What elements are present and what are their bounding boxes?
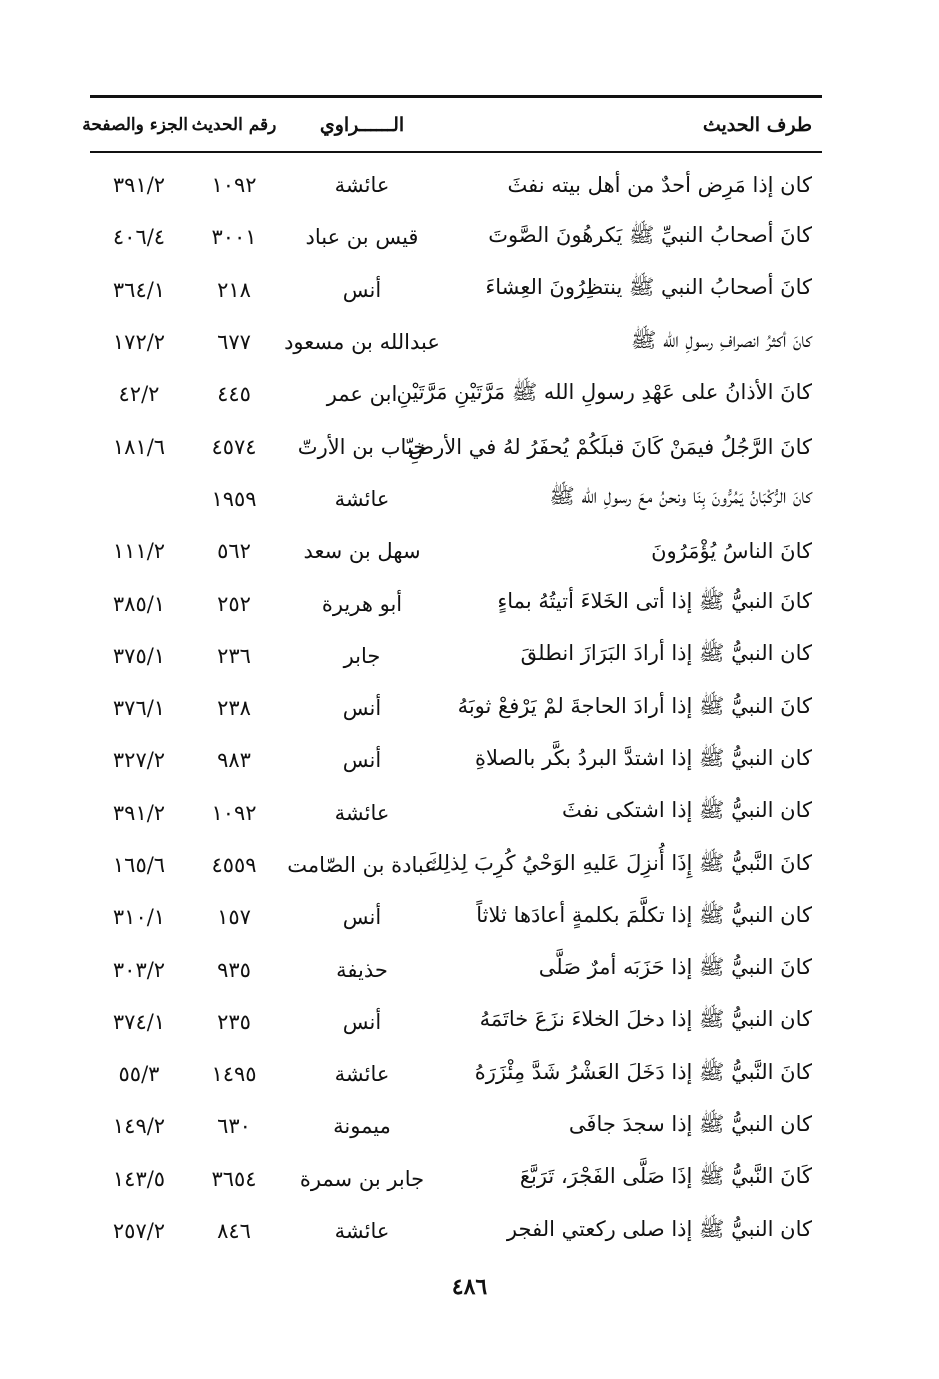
hadith-number: ٣٠٠١ — [211, 225, 257, 250]
narrator: أنس — [342, 1009, 382, 1034]
volume-page: ٣١٠/١ — [112, 905, 166, 930]
hadith-text: كان النبيُّ ﷺ إذا تكلَّمَ بكلمةٍ أعادَها ثلاثاً — [476, 902, 812, 927]
narrator: أنس — [342, 905, 382, 930]
hadith-number: ٢٥٢ — [217, 591, 251, 616]
narrator: عبادة بن الصّامت — [287, 853, 437, 877]
hadith-number: ٨٤٦ — [217, 1219, 251, 1244]
hadith-number: ٦٧٧ — [217, 330, 251, 355]
table-row — [90, 473, 822, 525]
volume-page: ١٧٢/٢ — [112, 330, 166, 355]
narrator: قيس بن عباد — [305, 225, 419, 250]
hadith-number: ٢٣٥ — [217, 1009, 251, 1034]
volume-page: ٣٩١/٢ — [112, 800, 166, 825]
hadith-text: كانَ الأذانُ على عَهْدِ رسولِ الله ﷺ مَرَّتَيْنِ مَرَّتَيْنِ — [396, 379, 812, 404]
table-row — [90, 420, 822, 472]
narrator: عبدالله بن مسعود — [284, 330, 440, 355]
table-row — [90, 996, 822, 1048]
hadith-text: كانَ النَّبيُّ ﷺ إِذَا أُنزِلَ عَليهِ الوَحْيُ كُرِبَ لِذلِكَ — [425, 850, 812, 875]
hadith-text: كَانَ النَّبيُّ ﷺ إذَا صَلَّى الفَجْرَ، تَرَبَّعَ — [519, 1164, 812, 1189]
narrator: خبّاب بن الأرتّ — [297, 434, 427, 459]
narrator: جابر — [343, 643, 381, 668]
narrator: أنس — [342, 277, 382, 302]
hadith-text: كانَ أكثرُ انصرافِ رسولِ الله ﷺ — [631, 327, 812, 352]
hadith-number: ٤٤٥ — [217, 382, 251, 407]
hadith-number: ٩٨٣ — [217, 748, 251, 773]
volume-page: ٣٩١/٢ — [112, 173, 166, 198]
header-hadith-text: طرف الحديث — [702, 113, 812, 136]
volume-page: ٤٢/٢ — [118, 382, 160, 407]
table-row — [90, 525, 822, 577]
table-row — [90, 734, 822, 786]
header-hadith-number: رقم الحديث — [191, 114, 277, 135]
hadith-text: كانَ الرَّجُلُ فيمَنْ كَانَ قبلَكُمْ يُحفَرُ لهُ في الأرضِ — [408, 434, 812, 459]
hadith-number: ٥٦٢ — [217, 539, 251, 564]
hadith-text: كانَ النبيُّ ﷺ إذا أرادَ الحاجةَ لمْ يَرْفعْ ثوبَهُ — [457, 693, 812, 718]
hadith-number: ٢١٨ — [217, 277, 251, 302]
table-row — [90, 316, 822, 368]
volume-page: ٤٠٦/٤ — [112, 225, 166, 250]
volume-page: ٣٧٥/١ — [112, 643, 166, 668]
hadith-text: كان النبيُّ ﷺ إذا أرادَ البَرَازَ انطلقَ — [520, 641, 812, 666]
table-header — [82, 98, 822, 151]
hadith-number: ١٤٩٥ — [211, 1062, 257, 1087]
hadith-text: كان النبيُّ ﷺ إذا صلى ركعتي الفجر — [506, 1216, 812, 1241]
volume-page: ١٤٩/٢ — [112, 1114, 166, 1139]
table-row — [90, 630, 822, 682]
header-volume-page: الجزء والصفحة — [82, 114, 188, 135]
narrator: عائشة — [334, 1219, 390, 1244]
narrator: عائشة — [334, 800, 390, 825]
volume-page: ١١١/٢ — [112, 539, 166, 564]
table-row — [90, 1205, 822, 1257]
volume-page: ٣٧٤/١ — [112, 1009, 166, 1034]
narrator: ميمونة — [333, 1114, 391, 1139]
hadith-number: ١٠٩٢ — [211, 173, 257, 198]
hadith-text: كانَ الرُّكْبَانُ يَمُرُّونَ بِنَا ونحنُ معَ رسولِ الله ﷺ — [549, 484, 812, 509]
hadith-number: ٢٣٦ — [217, 643, 251, 668]
page-number: ٤٨٦ — [451, 1274, 488, 1300]
volume-page: ٢٥٧/٢ — [112, 1219, 166, 1244]
table-row — [90, 1153, 822, 1205]
volume-page: ٣٢٧/٢ — [112, 748, 166, 773]
hadith-text: كان النبيُّ ﷺ إذا اشتدَّ البردُ بكَّر بالصلاةِ — [474, 745, 812, 770]
table-row — [90, 211, 822, 263]
hadith-number: ٩٣٥ — [217, 957, 251, 982]
table-row — [90, 264, 822, 316]
hadith-text: كان النبيُّ ﷺ إذا دخلَ الخلاءَ نزَعَ خاتَمَهُ — [479, 1007, 812, 1032]
table-row — [90, 577, 822, 629]
volume-page: ٣٧٦/١ — [112, 696, 166, 721]
hadith-number: ٢٣٨ — [217, 696, 251, 721]
table-row — [90, 787, 822, 839]
volume-page: ٥٥/٣ — [118, 1062, 160, 1087]
hadith-text: كانَ النبيُّ ﷺ إذا أتى الخَلاءَ أتيتُهُ بماءٍ — [497, 589, 812, 614]
table-body — [90, 153, 822, 1257]
hadith-text: كان النبيُّ ﷺ إذا سجدَ جافَى — [568, 1111, 812, 1136]
volume-page: ٣٦٤/١ — [112, 277, 166, 302]
narrator: أنس — [342, 696, 382, 721]
volume-page: ١٦٥/٦ — [112, 853, 166, 877]
table-row — [90, 891, 822, 943]
hadith-text: كانَ أصحابُ النبيِّ ﷺ يَكرهُونَ الصَّوتَ — [488, 222, 812, 247]
hadith-index-table — [82, 95, 822, 1257]
table-row — [90, 682, 822, 734]
hadith-number: ١٠٩٢ — [211, 800, 257, 825]
narrator: عائشة — [334, 486, 390, 511]
volume-page: ٣٨٥/١ — [112, 591, 166, 616]
narrator: أنس — [342, 748, 382, 773]
narrator: جابر بن سمرة — [299, 1166, 425, 1191]
narrator: أبو هريرة — [321, 591, 403, 616]
hadith-number: ١٥٧ — [217, 905, 251, 930]
volume-page: ٣٠٣/٢ — [112, 957, 166, 982]
narrator: ابن عمر — [326, 382, 398, 407]
narrator: عائشة — [334, 173, 390, 198]
hadith-text: كان إذا مَرِض أحدٌ من أهل بيته نفثَ — [507, 173, 812, 198]
narrator: حذيفة — [336, 957, 388, 982]
table-row — [90, 839, 822, 891]
narrator: عائشة — [334, 1062, 390, 1087]
table-row — [90, 943, 822, 995]
hadith-number: ١٩٥٩ — [211, 486, 257, 511]
hadith-number: ٣٦٥٤ — [211, 1166, 257, 1191]
table-row — [90, 1100, 822, 1152]
hadith-text: كان النبيُّ ﷺ إذا اشتكى نفثَ — [562, 798, 812, 823]
table-row — [90, 368, 822, 420]
hadith-number: ٤٥٥٩ — [211, 853, 257, 877]
hadith-number: ٦٣٠ — [217, 1114, 251, 1139]
hadith-text: كانَ أصحابُ النبي ﷺ ينتظِرُونَ العِشاءَ — [485, 275, 812, 300]
volume-page: ١٨١/٦ — [112, 434, 166, 459]
hadith-text: كانَ النبيُّ ﷺ إذا حَزَبَه أمرٌ صَلَّى — [538, 955, 812, 980]
table-row — [90, 1048, 822, 1100]
hadith-text: كانَ النَّبيُّ ﷺ إذا دَخَلَ العَشْرُ شَدَّ مِئْزَرَهُ — [474, 1059, 812, 1084]
table-row — [90, 159, 822, 211]
hadith-number: ٤٥٧٤ — [211, 434, 257, 459]
header-narrator: الــــــراوي — [319, 113, 405, 136]
hadith-text: كانَ الناسُ يُؤْمَرُونَ — [651, 539, 812, 564]
narrator: سهل بن سعد — [303, 539, 421, 564]
volume-page: ١٤٣/٥ — [112, 1166, 166, 1191]
